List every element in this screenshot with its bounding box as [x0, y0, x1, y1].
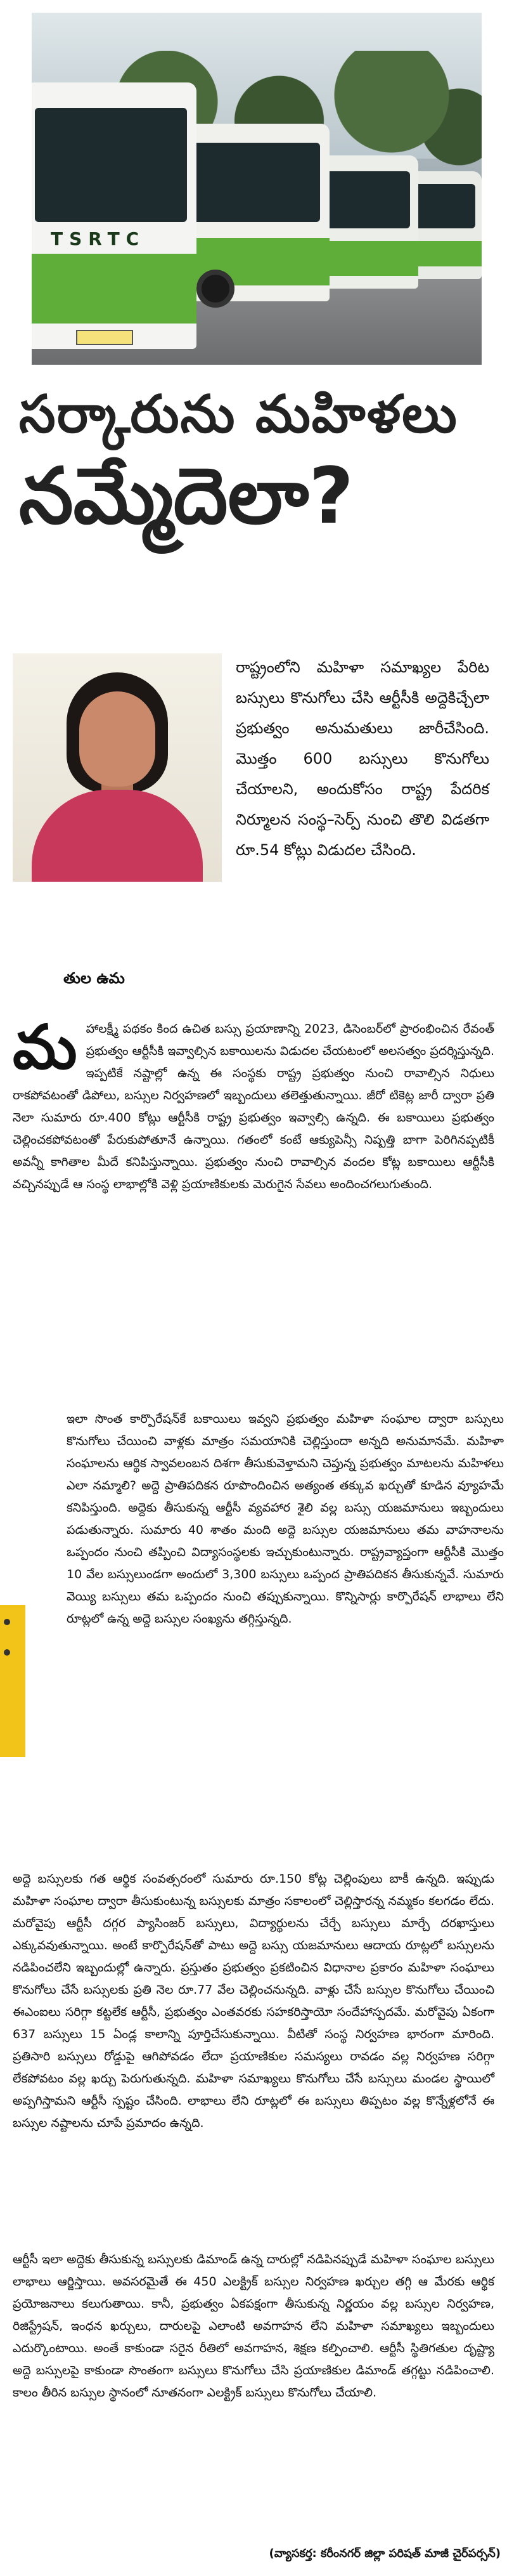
paragraph-1	[13, 1012, 494, 1196]
paragraph-4: ఆర్టీసీ ఇలా అద్దెకు తీసుకున్న బస్సులకు డిమాండ్ ఉన్న దారుల్లో నడిపినప్పుడే మహిళా సంఘాల బస్సులు లాభాలు ఆర్జిస్తాయి. అవసరమైతే ఈ 450 ఎలక్ట్రిక్ బస్సుల నిర్వహణ ఖర్చుల తగ్గి ఆ మేరకు ఆర్థిక ప్రయోజనాలు కలుగుతాయి. కానీ, ప్రభుత్వం ఏకపక్షంగా తీసుకున్న నిర్ణయం వల్ల బస్సుల నిర్వహణ, రిజిస్ట్రేషన్, ఇంధన ఖర్చులు, దారులపై ఎలాంటి అవగాహన లేని మహిళా సమాఖ్యలు ఇబ్బందులు ఎదుర్కొంటాయి. అంతే కాకుండా సరైన రీతిలో అవగాహన, శిక్షణ కల్పించాలి. ఆర్టీసీ స్థితిగతుల దృష్ట్యా అద్దె బస్సులపై కాకుండా సొంతంగా బస్సులు కొనుగోలు చేసి ప్రయాణికుల డిమాండ్ తగ్గట్టు నడిపించాలి. కాలం తీరిన బస్సుల స్థానంలో నూతనంగా ఎలక్ట్రిక్ బస్సులు కొనుగోలు చేయాలి.	[13, 2252, 494, 2400]
license-plate	[76, 330, 133, 345]
author-name: తుల ఉమ	[63, 969, 125, 987]
drop-cap: మ	[13, 1012, 77, 1083]
bus-front-label: TSRTC	[51, 228, 146, 249]
buses-photo	[32, 13, 482, 365]
author-face	[79, 691, 155, 787]
author-photo	[13, 653, 222, 882]
headline	[19, 384, 488, 543]
bus-front	[32, 82, 196, 349]
headline-line-2: నమ్మేదెలా?	[19, 451, 354, 542]
paragraph-3: అద్దె బస్సులకు గత ఆర్థిక సంవత్సరంలో సుమారు రూ.150 కోట్ల చెల్లింపులు బాకీ ఉన్నది. ఇప్పుడు మహిళా సంఘాల ద్వారా తీసుకుంటున్న బస్సులకు మాత్రం సకాలంలో చెల్లిస్తారన్న నమ్మకం కలగడం లేదు. మరోవైపు ఆర్టీసీ దగ్గర ప్యాసింజర్ బస్సులు, విద్యార్థులను చేర్చే బస్సులు మార్చే దరఖాస్తులు ఎక్కువవుతున్నాయి. అంటే కార్పొరేషన్‌తో పాటు అద్దె బస్సు యజమానులు ఆదాయ రూట్లలో బస్సులను నడిపించలేని ఇబ్బందుల్లో ఉన్నారు. ప్రస్తుతం ప్రభుత్వం ప్రకటించిన విధానాల ప్రకారం మహిళా సంఘాలు కొనుగోలు చేసే బస్సులకు ప్రతి నెల రూ.77 వేల చెల్లించనున్నది. వాళ్లు చేసే బస్సుల కొనుగోలు చేయించి ఈఎంఐలు సరిగ్గా కట్టలేక ఆర్టీసీ, ప్రభుత్వం ఎంతవరకు సహకరిస్తాయో సందేహాస్పదమే. మరోవైపు ఏకంగా 637 బస్సులు 15 ఏండ్ల కాలాన్ని పూర్తిచేసుకున్నాయి. వీటితో సంస్థ నిర్వహణ భారంగా మారింది. ప్రతిసారి బస్సులు రోడ్డుపై ఆగిపోవడం లేదా ప్రయాణికుల సమస్యలు రావడం వల్ల నిర్వహణ సరిగ్గా లేకపోవటం వల్ల ఖర్చు పెరుగుతున్నది. మహిళా సమాఖ్యలు కొనుగోలు చేసే బస్సులు మండల స్థాయిలో అప్పగిస్తామని ఆర్టీసీ స్పష్టం చేసింది. లాభాలు లేని రూట్లలో ఈ బస్సులు తిప్పటం వల్ల కొన్నేళ్లలోనే ఈ బస్సుల నష్టాలను చూపే ప్రమాదం ఉన్నది.	[13, 1872, 494, 2130]
accent-dot	[4, 1649, 10, 1656]
bus-mid-1	[177, 124, 330, 301]
paragraph-1-text: హాలక్ష్మీ పథకం కింద ఉచిత బస్సు ప్రయాణాన్ని 2023, డిసెంబర్‌లో ప్రారంభించిన రేవంత్ ప్రభుత్వం ఆర్టీసీకి ఇవ్వాల్సిన బకాయిలను విడుదల చేయటంలో అలసత్వం ప్రదర్శిస్తున్నది. ఇప్పటికే నష్టాల్లో ఉన్న ఈ సంస్థకు రాష్ట్ర ప్రభుత్వం నుంచి రావాల్సిన నిధులు రాకపోవటంతో డిపోలు, బస్సుల నిర్వహణలో ఇబ్బందులు తలెత్తుతున్నాయి. జీరో టికెట్ల జారీ ద్వారా ప్రతి నెలా సుమారు రూ.400 కోట్లు ఆర్టీసీకి రాష్ట్ర ప్రభుత్వం ఇవ్వాల్సి ఉన్నది. ఈ బకాయిలు ప్రభుత్వం చెల్లించకపోవటంతో పేరుకుపోతూనే ఉన్నాయి. గతంలో కంటే ఆక్యుపెన్సీ నిష్పత్తి బాగా పెరిగినప్పటికీ అవన్నీ కాగితాల మీదే కనిపిస్తున్నాయి. ప్రభుత్వం నుంచి రావాల్సిన వందల కోట్ల బకాయిలు ఆర్టీసీకి వచ్చినప్పుడే ఆ సంస్థ లాభాల్లోకి వెళ్లి ప్రయాణికులకు మెరుగైన సేవలు అందించగలుగుతుంది.	[13, 1022, 494, 1191]
headline-line-1: సర్కారును మహిళలు	[19, 384, 458, 445]
paragraph-2: ఇలా సొంత కార్పొరేషన్‌కే బకాయిలు ఇవ్వని ప్రభుత్వం మహిళా సంఘాల ద్వారా బస్సులు కొనుగోలు చేయించి వాళ్లకు మాత్రం సమయానికి చెల్లిస్తుందా అన్నది అనుమానమే. మహిళా సంఘాలను ఆర్థిక స్వావలంబన దిశగా తీసుకువెళ్తామని చెప్తున్న ప్రభుత్వం మాటలను మహిళలు ఎలా నమ్మాలి? అద్దె ప్రాతిపదికన రూపొందించిన అత్యంత తక్కువ ఖర్చుతో కూడిన వ్యూహమే కనిపిస్తుంది. అద్దెకు తీసుకున్న ఆర్టీసీ వ్యవహార శైలి వల్ల బస్సు యజమానులు ఇబ్బందులు పడుతున్నారు. సుమారు 40 శాతం మంది అద్దె బస్సుల యజమానులు తమ వాహనాలను ఒప్పందం నుంచి తప్పించి విద్యాసంస్థలకు ఇచ్చుకుంటున్నారు. రాష్ట్రవ్యాప్తంగా ఆర్టీసీకి మొత్తం 10 వేల బస్సులుండగా అందులో 3,300 బస్సులు ఒప్పంద ప్రాతిపదికన తీసుకున్నవే. సుమారు వెయ్యి బస్సులు తమ ఒప్పందం నుంచి తప్పుకున్నాయి. కొన్నిసార్లు కార్పొరేషన్ లాభాలు లేని రూట్లలో ఉన్న అద్దె బస్సుల సంఖ్యను తగ్గిస్తున్నది.	[67, 1412, 504, 1626]
accent-sidebar	[0, 1605, 25, 1757]
author-saree	[32, 790, 203, 882]
author-credit: (వ్యాసకర్త: కరీంనగర్ జిల్లా పరిషత్ మాజీ చైర్‌పర్సన్)	[269, 2547, 501, 2560]
intro-paragraph: రాష్ట్రంలోని మహిళా సమాఖ్యల పేరిట బస్సులు కొనుగోలు చేసి ఆర్టీసీకి అద్దెకిచ్చేలా ప్రభుత్వం అనుమతులు జారీచేసింది. మొత్తం 600 బస్సులు కొనుగోలు చేయాలని, అందుకోసం రాష్ట్ర పేదరిక నిర్మూలన సంస్థ–సెర్ప్ నుంచి తొలి విడతగా రూ.54 కోట్లు విడుదల చేసింది.	[236, 658, 489, 859]
accent-dot	[4, 1619, 10, 1625]
